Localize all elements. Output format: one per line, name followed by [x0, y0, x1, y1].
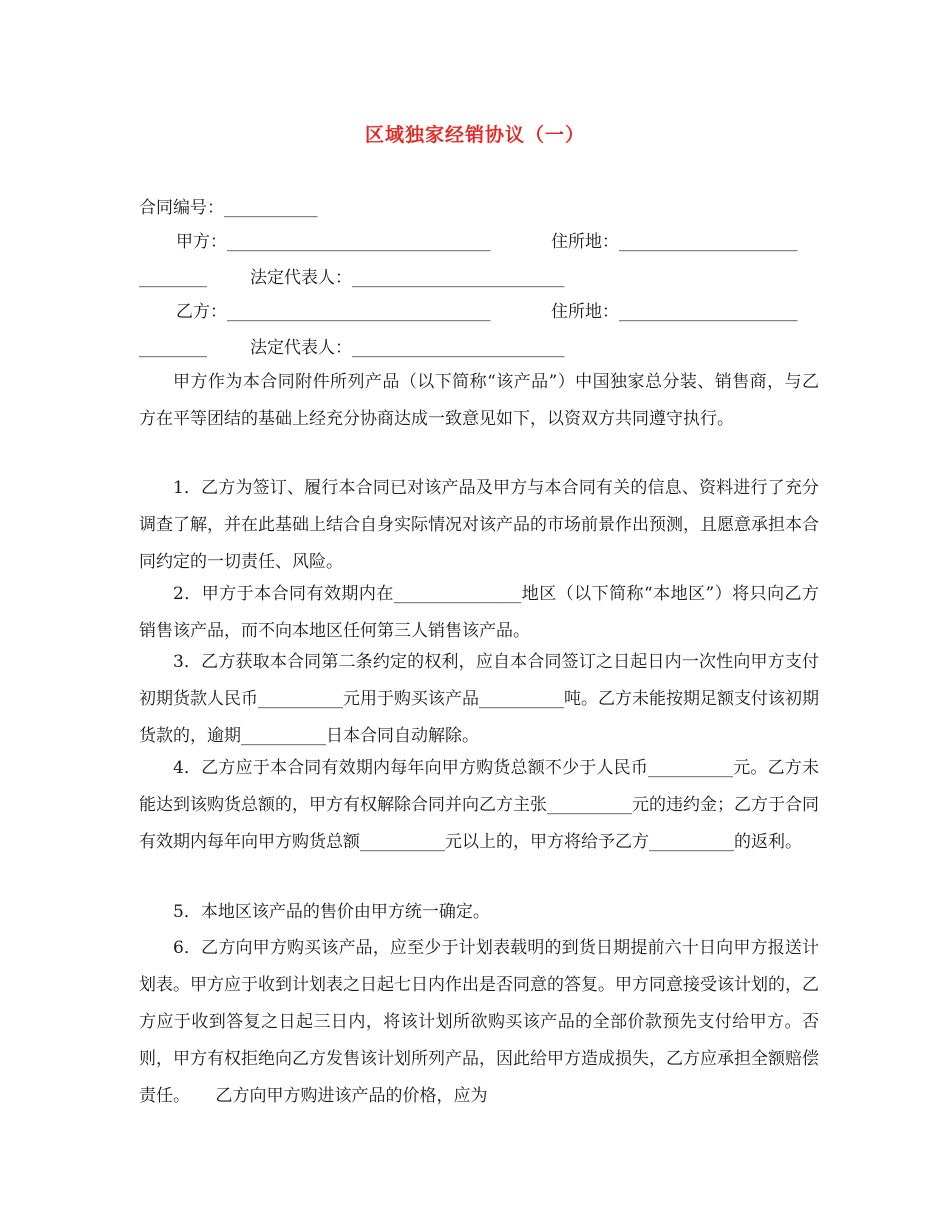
party-a-address-line: 住所地：_____________________: [551, 232, 798, 252]
preamble-paragraph: 甲方作为本合同附件所列产品（以下简称“该产品”）中国独家总分装、销售商，与乙方在平等团结的基础上经充分协商达成一致意见如下，以资双方共同遵守执行。: [139, 372, 819, 429]
party-a-line: 甲方：_______________________________: [176, 232, 491, 252]
party-b-representative-line: 法定代表人：_________________________: [250, 338, 565, 358]
clause-3-paragraph: 3．乙方获取本合同第二条约定的权利，应自本合同签订之日起日内一次性向甲方支付初期货款人民币__________元用于购买该产品__________吨。乙方未能按期足额支付该初期货款的，逾期__________日本合同自动解除。: [139, 652, 819, 746]
document-title: 区域独家经销协议（一）: [364, 124, 585, 146]
party-b-address-line: 住所地：_____________________: [551, 302, 798, 322]
party-a-address-continued: ________: [139, 268, 207, 288]
clause-5-paragraph: 5．本地区该产品的售价由甲方统一确定。: [173, 902, 490, 922]
party-b-line: 乙方：_______________________________: [176, 302, 491, 322]
party-b-address-continued: ________: [139, 338, 207, 358]
party-a-representative-line: 法定代表人：_________________________: [250, 268, 565, 288]
clause-2-paragraph: 2．甲方于本合同有效期内在_______________地区（以下简称“本地区”）将只向乙方销售该产品，而不向本地区任何第三人销售该产品。: [139, 584, 819, 641]
clause-4-paragraph: 4．乙方应于本合同有效期内每年向甲方购货总额不少于人民币__________元。乙方未能达到该购货总额的，甲方有权解除合同并向乙方主张__________元的违约金；乙方于合同有效期内每年向甲方购货总额__________元以上的，甲方将给予乙方__________的返利。: [139, 758, 819, 852]
clause-1-paragraph: 1．乙方为签订、履行本合同已对该产品及甲方与本合同有关的信息、资料进行了充分调查了解，并在此基础上结合自身实际情况对该产品的市场前景作出预测，且愿意承担本合同约定的一切责任、风险。: [139, 478, 819, 572]
contract-number-line: 合同编号：___________: [139, 198, 318, 218]
clause-6-paragraph: 6．乙方向甲方购买该产品，应至少于计划表载明的到货日期提前六十日向甲方报送计划表。甲方应于收到计划表之日起七日内作出是否同意的答复。甲方同意接受该计划的，乙方应于收到答复之日起三日内，将该计划所欲购买该产品的全部价款预先支付给甲方。否则，甲方有权拒绝向乙方发售该计划所列产品，因此给甲方造成损失，乙方应承担全额赔偿责任。 乙方向甲方购进该产品的价格，应为: [139, 938, 819, 1106]
